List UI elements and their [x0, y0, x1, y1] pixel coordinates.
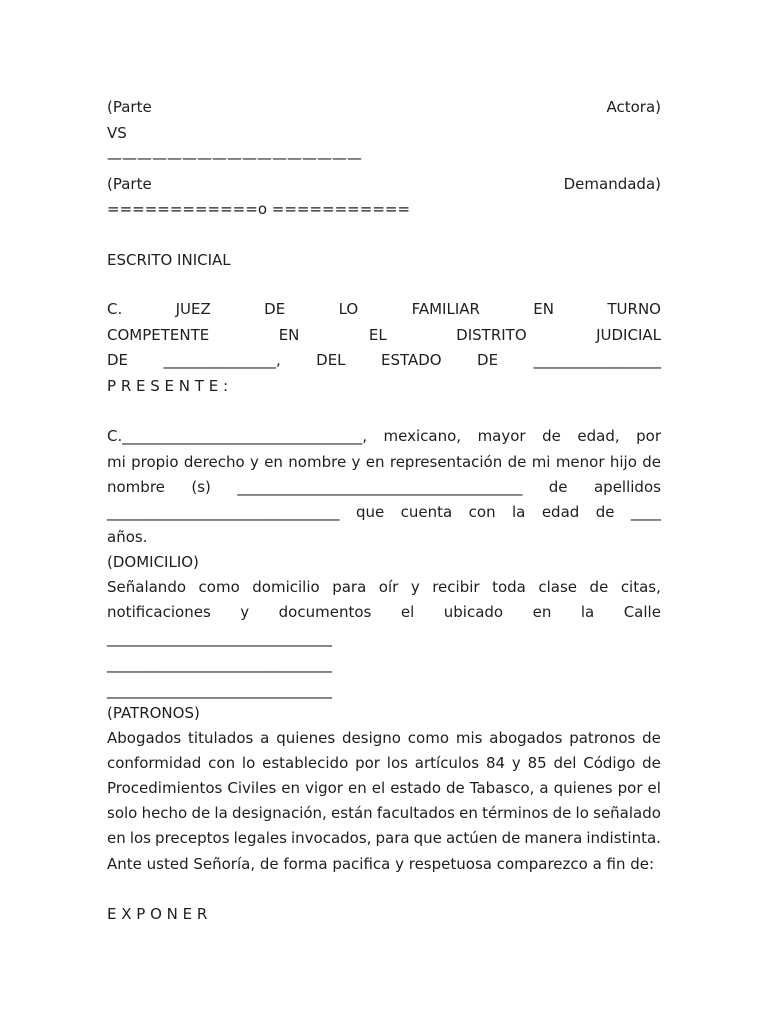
- addressee-line-3: [107, 349, 661, 371]
- word: DE: [477, 351, 499, 369]
- word: los: [386, 754, 408, 772]
- word: nombre: [107, 478, 165, 496]
- word: vigor: [305, 779, 343, 797]
- word: por: [617, 779, 643, 797]
- word: FAMILIAR: [411, 300, 480, 318]
- word: y: [410, 578, 420, 596]
- word: lo: [575, 804, 589, 822]
- word: legales: [233, 829, 287, 847]
- word: Calle: [623, 603, 661, 621]
- word: el: [647, 779, 661, 797]
- word: cuenta: [400, 503, 453, 521]
- word: mexicano,: [383, 427, 462, 445]
- domicilio-blank-2: ______________________________: [107, 655, 332, 673]
- word: TURNO: [607, 300, 661, 318]
- word: actúen: [445, 829, 498, 847]
- word: mi: [107, 453, 126, 471]
- word: nombre: [288, 453, 347, 471]
- word: de: [548, 478, 568, 496]
- patronos-line-5: [107, 827, 661, 849]
- patronos-line-6: Ante usted Señoría, de forma pacifica y respetuosa comparezco a fin de:: [107, 855, 655, 873]
- word: en: [365, 453, 385, 471]
- word: domicilio: [252, 578, 320, 596]
- word: edad: [541, 503, 580, 521]
- word: de: [446, 779, 465, 797]
- addressee-line-1: [107, 298, 661, 320]
- word: para: [375, 829, 410, 847]
- word: Señalando: [107, 578, 187, 596]
- word: están: [331, 804, 373, 822]
- patronos-line-3: [107, 777, 661, 799]
- word: de: [589, 578, 609, 596]
- word: establecido: [262, 754, 349, 772]
- word: patronos: [569, 729, 636, 747]
- word: citas,: [620, 578, 661, 596]
- word: JUEZ: [175, 300, 211, 318]
- word: preceptos: [155, 829, 230, 847]
- word: DE: [264, 300, 286, 318]
- word: menor: [555, 453, 605, 471]
- word: solo: [107, 804, 138, 822]
- word: oír: [378, 578, 399, 596]
- word: notificaciones: [107, 603, 211, 621]
- word: de: [507, 453, 527, 471]
- word: de: [552, 804, 572, 822]
- word: ubicado: [443, 603, 504, 621]
- word: de: [642, 754, 661, 772]
- addressee-line-2: [107, 324, 661, 346]
- patronos-line-4: [107, 802, 661, 824]
- word: DE: [107, 351, 129, 369]
- word: indistinta.: [586, 829, 661, 847]
- equals-separator: ============o ===========: [107, 200, 411, 218]
- vs-label: VS: [107, 124, 127, 142]
- word: (Parte: [107, 175, 152, 193]
- patronos-heading: (PATRONOS): [107, 704, 200, 722]
- word: DISTRITO: [456, 326, 527, 344]
- word: en: [459, 804, 478, 822]
- domicilio-blank-1: ______________________________: [107, 629, 332, 647]
- word: a: [539, 779, 549, 797]
- word: 85: [527, 754, 547, 772]
- intro-line-5: años.: [107, 528, 148, 546]
- word: y: [249, 453, 259, 471]
- word: artículos: [414, 754, 480, 772]
- word: como: [198, 578, 240, 596]
- word: con: [468, 503, 496, 521]
- word: la: [512, 503, 526, 521]
- word: LO: [338, 300, 359, 318]
- exponer-heading: E X P O N E R: [107, 905, 208, 923]
- word: conformidad: [107, 754, 202, 772]
- word: del: [553, 754, 577, 772]
- document-title: ESCRITO INICIAL: [107, 251, 231, 269]
- word: _______________,: [163, 351, 281, 369]
- word: por: [636, 427, 661, 445]
- word: edad,: [577, 427, 620, 445]
- word: términos: [482, 804, 549, 822]
- word: lo: [241, 754, 256, 772]
- domicilio-heading: (DOMICILIO): [107, 553, 199, 571]
- word: EL: [368, 326, 387, 344]
- word: quienes: [553, 779, 613, 797]
- domicilio-line-2: [107, 601, 661, 623]
- word: derecho: [183, 453, 245, 471]
- word: EN: [278, 326, 300, 344]
- word: de: [191, 804, 211, 822]
- word: de: [642, 729, 661, 747]
- word: DEL: [316, 351, 346, 369]
- word: por: [355, 754, 380, 772]
- word: en: [348, 779, 367, 797]
- word: C.________________________________,: [107, 427, 368, 445]
- word: que: [413, 829, 442, 847]
- word: de: [501, 829, 521, 847]
- word: en: [281, 779, 301, 797]
- word: de: [542, 427, 561, 445]
- word: mayor: [477, 427, 526, 445]
- word: de: [595, 503, 615, 521]
- word: manera: [524, 829, 583, 847]
- word: C.: [107, 300, 123, 318]
- word: y: [511, 754, 521, 772]
- word: Actora): [606, 98, 661, 116]
- word: en: [107, 829, 126, 847]
- word: Código: [583, 754, 636, 772]
- demandada-line: [107, 173, 661, 195]
- word: los: [129, 829, 151, 847]
- word: _______________________________: [107, 503, 340, 521]
- intro-line-2: [107, 451, 661, 473]
- word: con: [208, 754, 236, 772]
- word: toda: [492, 578, 526, 596]
- domicilio-blank-3: ______________________________: [107, 681, 332, 699]
- patronos-line-2: [107, 752, 661, 774]
- patronos-line-1: [107, 727, 661, 749]
- word: Civiles: [227, 779, 277, 797]
- actora-line: [107, 96, 661, 118]
- word: estado: [390, 779, 442, 797]
- word: hecho: [141, 804, 188, 822]
- word: _________________: [533, 351, 661, 369]
- word: abogados: [489, 729, 563, 747]
- domicilio-line-1: [107, 576, 661, 598]
- word: 84: [485, 754, 506, 772]
- word: mis: [455, 729, 483, 747]
- word: documentos: [278, 603, 372, 621]
- word: recibir: [432, 578, 480, 596]
- word: mi: [531, 453, 551, 471]
- word: designación,: [232, 804, 327, 822]
- word: invocados,: [290, 829, 372, 847]
- word: que: [355, 503, 385, 521]
- word: como: [407, 729, 449, 747]
- word: Demandada): [563, 175, 661, 193]
- word: JUDICIAL: [596, 326, 661, 344]
- word: Procedimientos: [107, 779, 223, 797]
- word: la: [214, 804, 228, 822]
- word: Abogados: [107, 729, 182, 747]
- word: y: [240, 603, 250, 621]
- word: quienes: [276, 729, 336, 747]
- word: señalado: [593, 804, 661, 822]
- word: ______________________________________: [237, 478, 523, 496]
- word: EN: [533, 300, 554, 318]
- word: en: [264, 453, 283, 471]
- word: en: [532, 603, 552, 621]
- intro-line-4: [107, 501, 661, 523]
- word: a: [260, 729, 270, 747]
- word: facultados: [376, 804, 455, 822]
- dash-separator: —————————————————: [107, 149, 362, 167]
- presente-label: P R E S E N T E :: [107, 377, 229, 395]
- word: (s): [191, 478, 211, 496]
- word: y: [351, 453, 361, 471]
- word: representación: [389, 453, 503, 471]
- word: hijo: [609, 453, 637, 471]
- word: el: [371, 779, 386, 797]
- word: la: [580, 603, 595, 621]
- word: apellidos: [593, 478, 661, 496]
- word: COMPETENTE: [107, 326, 210, 344]
- intro-line-1: [107, 425, 661, 447]
- intro-line-3: [107, 476, 661, 498]
- word: propio: [131, 453, 179, 471]
- word: clase: [538, 578, 578, 596]
- word: ESTADO: [380, 351, 442, 369]
- word: designo: [342, 729, 401, 747]
- word: (Parte: [107, 98, 152, 116]
- word: ____: [630, 503, 661, 521]
- word: para: [332, 578, 367, 596]
- word: el: [400, 603, 415, 621]
- word: de: [642, 453, 661, 471]
- word: titulados: [188, 729, 254, 747]
- word: Tabasco,: [469, 779, 535, 797]
